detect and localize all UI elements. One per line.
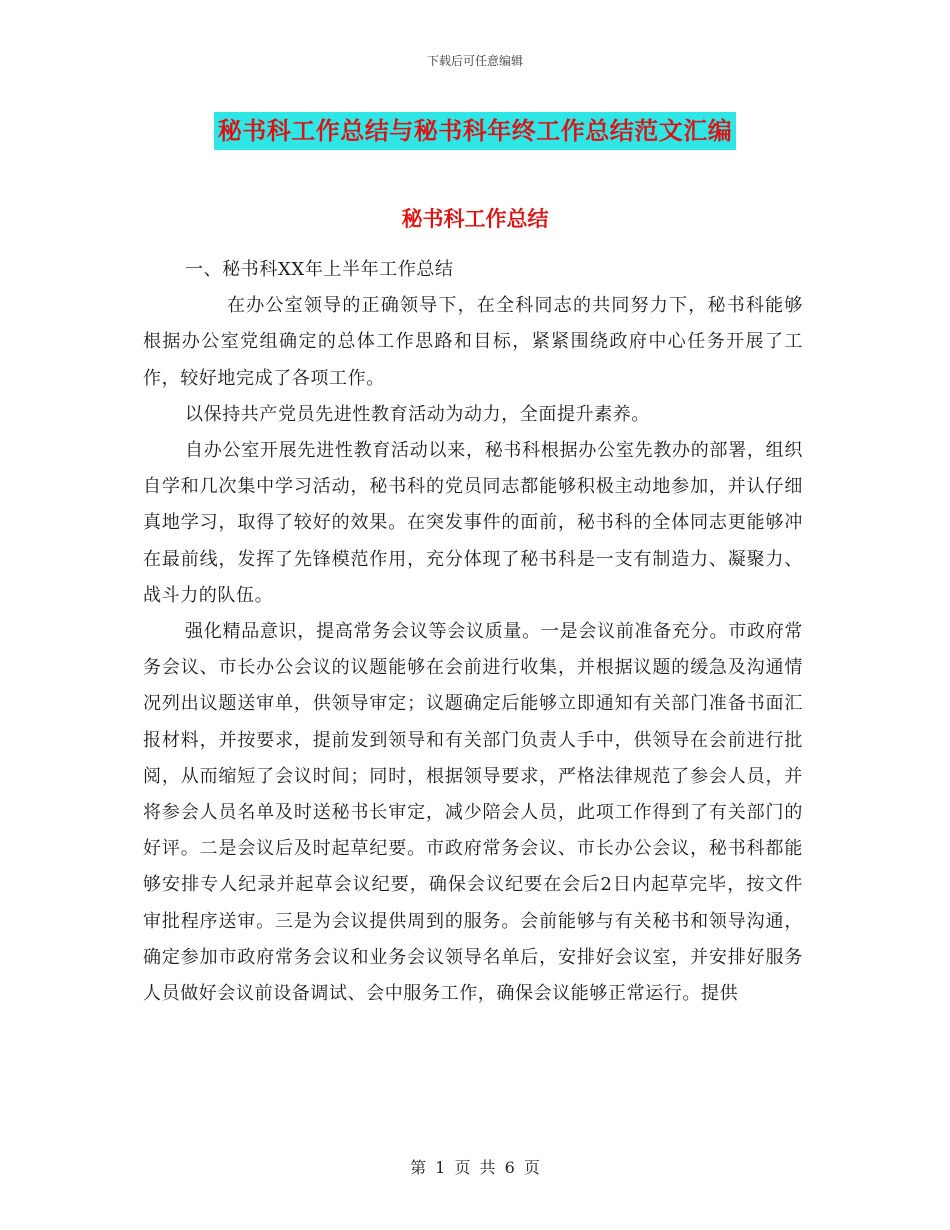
page-footer: 第 1 页 共 6 页 [410,1158,540,1177]
document-title: 秘书科工作总结与秘书科年终工作总结范文汇编 [214,112,737,150]
paragraph: 以保持共产党员先进性教育活动为动力，全面提升素养。 [185,403,650,425]
paragraph-heading: 一、秘书科XX年上半年工作总结 [185,259,454,280]
title-wrapper [0,112,950,150]
document-body [143,252,803,1012]
header-note: 下载后可任意编辑 [426,54,523,68]
paragraph: 强化精品意识，提高常务会议等会议质量。一是会议前准备充分。市政府常务会议、市长办公会议的议题能够在会前进行收集，并根据议题的缓急及沟通情况列出议题送审单，供领导审定；议题确定后能够立即通知有关部门准备书面汇报材料，并按要求，提前发到领导和有关部门负责人手中，供领导在会前进行批阅，从而缩短了会议时间；同时，根据领导要求，严格法律规范了参会人员，并将参会人员名单及时送秘书长审定，减少陪会人员，此项工作得到了有关部门的好评。二是会议后及时起草纪要。市政府常务会议、市长办公会议，秘书科都能够安排专人纪录并起草会议纪要，确保会议纪要在会后2日内起草完毕，按文件审批程序送审。三是为会议提供周到的服务。会前能够与有关秘书和领导沟通，确定参加市政府常务会议和业务会议领导名单后，安排好会议室，并安排好服务人员做好会议前设备调试、会中服务工作，确保会议能够正常运行。提供 [143,621,803,1005]
section-title: 秘书科工作总结 [401,207,549,231]
paragraph: 自办公室开展先进性教育活动以来，秘书科根据办公室先教办的部署，组织自学和几次集中学习活动，秘书科的党员同志都能够积极主动地参加，并认仔细真地学习，取得了较好的效果。在突发事件的面前，秘书科的全体同志更能够冲在最前线，发挥了先锋模范作用，充分体现了秘书科是一支有制造力、凝聚力、战斗力的队伍。 [143,440,803,606]
paragraph: 在办公室领导的正确领导下，在全科同志的共同努力下，秘书科能够根据办公室党组确定的总体工作思路和目标，紧紧围绕政府中心任务开展了工作，较好地完成了各项工作。 [143,295,803,389]
